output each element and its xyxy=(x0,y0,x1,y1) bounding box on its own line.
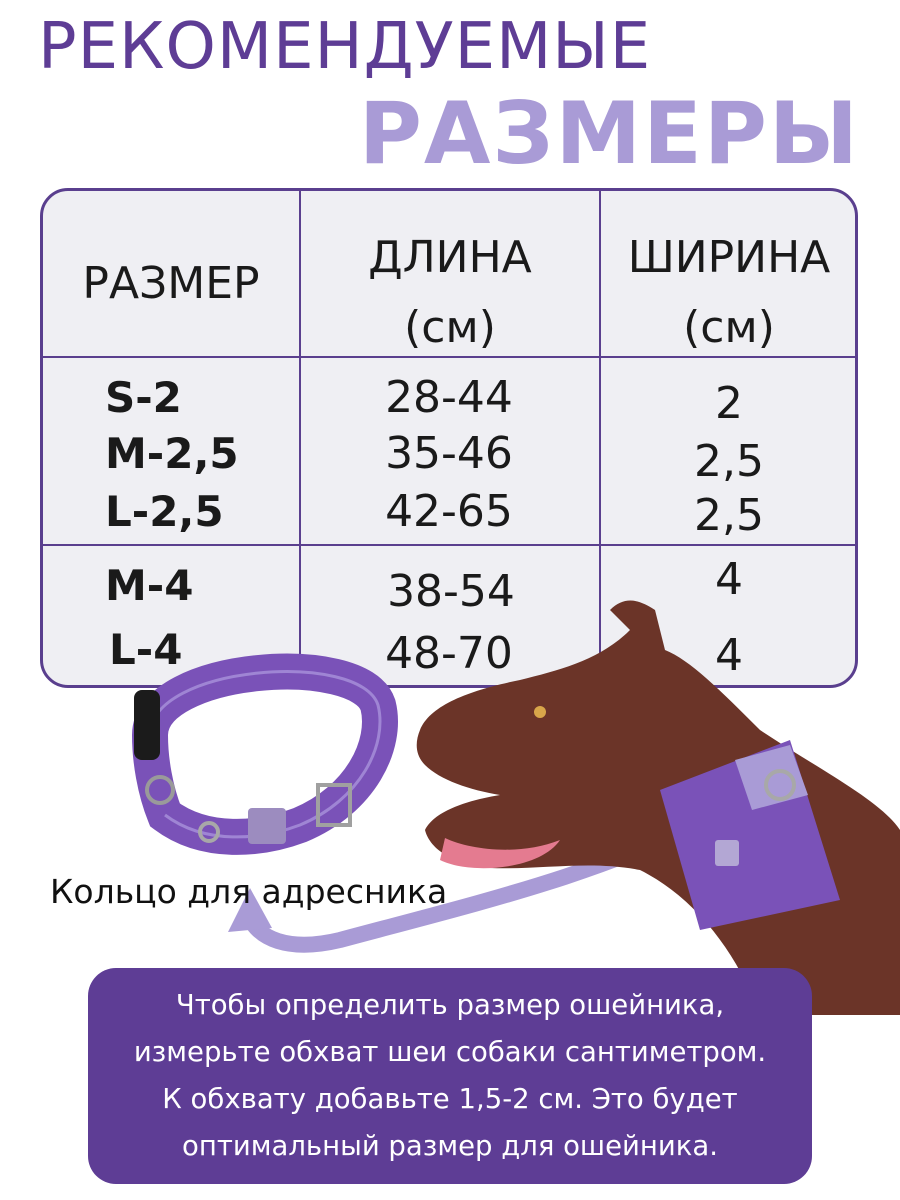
dog-image xyxy=(417,601,900,1015)
instruction-line: измерьте обхват шеи собаки сантиметром. xyxy=(133,1036,767,1068)
table-row-size: L-2,5 xyxy=(105,487,224,536)
title-line-2: РАЗМЕРЫ xyxy=(358,84,860,184)
table-row-length: 38-54 xyxy=(387,566,515,617)
table-row-length: 42-65 xyxy=(385,486,513,537)
table-row-size: M-2,5 xyxy=(105,429,239,478)
header-length-unit: (см) xyxy=(404,302,496,353)
header-width: ШИРИНА xyxy=(627,232,831,283)
table-row-width: 4 xyxy=(715,554,743,605)
table-row-length: 35-46 xyxy=(385,428,513,479)
title-line-1: РЕКОМЕНДУЕМЫЕ xyxy=(38,10,652,84)
header-width-unit: (см) xyxy=(683,302,775,353)
ring-caption: Кольцо для адресника xyxy=(50,872,448,911)
table-row-width: 2,5 xyxy=(694,490,764,541)
table-row-width: 4 xyxy=(715,630,743,681)
table-row-size: L-4 xyxy=(109,625,183,674)
instruction-line: оптимальный размер для ошейника. xyxy=(182,1130,718,1162)
measuring-instructions xyxy=(88,968,812,1184)
table-row-length: 48-70 xyxy=(385,628,513,679)
table-row-width: 2,5 xyxy=(694,436,764,487)
table-row-size: M-4 xyxy=(105,561,194,610)
header-size: РАЗМЕР xyxy=(82,258,260,309)
product-illustration xyxy=(0,600,900,1030)
collar-image xyxy=(134,672,380,844)
table-row-length: 28-44 xyxy=(385,372,513,423)
instruction-line: Чтобы определить размер ошейника, xyxy=(175,989,725,1021)
instruction-line: К обхвату добавьте 1,5-2 см. Это будет xyxy=(162,1083,738,1115)
table-row-size: S-2 xyxy=(105,373,182,422)
table-row-width: 2 xyxy=(715,378,743,429)
header-length: ДЛИНА xyxy=(368,232,532,283)
